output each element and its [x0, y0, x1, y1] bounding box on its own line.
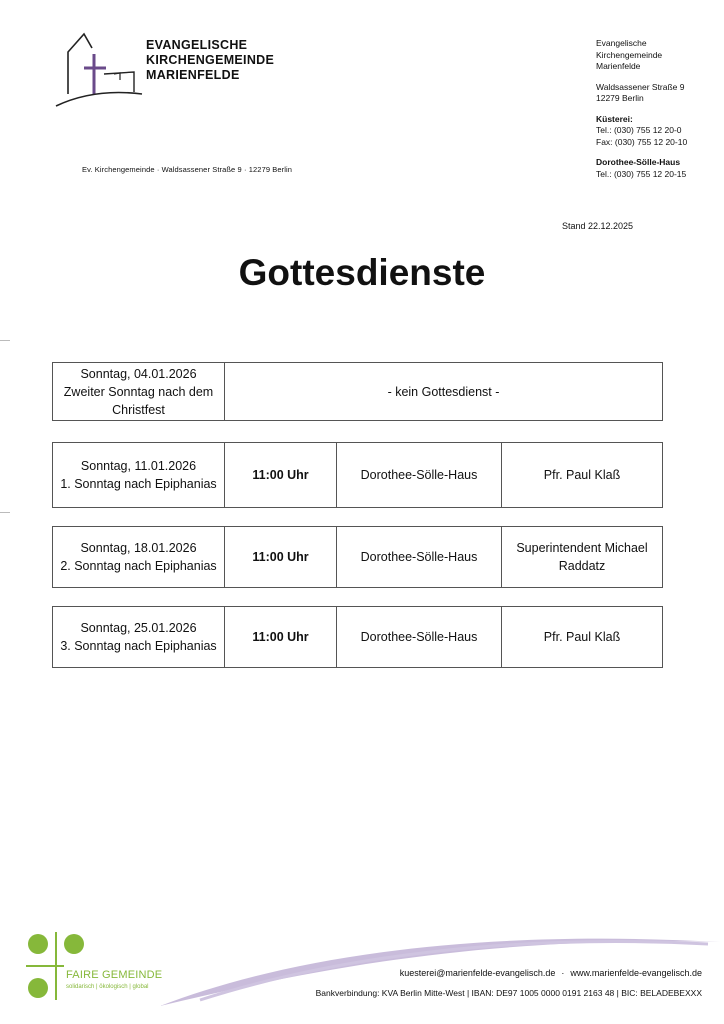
- fair-title: FAIRE GEMEINDE: [66, 969, 163, 981]
- fair-subtitle: solidarisch | ökologisch | global: [66, 984, 149, 990]
- org-name: [146, 38, 274, 83]
- page-title: Gottesdienste: [238, 252, 486, 293]
- service-date: Sonntag, 04.01.2026: [80, 366, 197, 381]
- service-time: 11:00 Uhr: [225, 607, 337, 667]
- contact-name: Marienfelde: [596, 61, 641, 71]
- fold-mark: [0, 512, 10, 513]
- service-occasion: 3. Sonntag nach Epiphanias: [60, 639, 217, 653]
- service-place: Dorothee-Sölle-Haus: [337, 443, 502, 507]
- footer-website[interactable]: www.marienfelde-evangelisch.de: [570, 968, 702, 978]
- contact-city: 12279 Berlin: [596, 93, 644, 103]
- faire-gemeinde-logo: [24, 930, 164, 1002]
- footer-bank: Bankverbindung: KVA Berlin Mitte-West | IBAN: DE97 1005 0000 0191 2163 48 | BIC: BELADEBEXXX: [315, 988, 702, 998]
- kuesterei-label: Küsterei:: [596, 113, 633, 124]
- service-preacher: Superintendent Michael Raddatz: [516, 541, 648, 573]
- dsh-label: Dorothee-Sölle-Haus: [596, 157, 681, 167]
- service-row: [52, 442, 663, 508]
- footer-contact-line: [400, 968, 702, 978]
- contact-block: [596, 38, 687, 180]
- footer-email[interactable]: kuesterei@marienfelde-evangelisch.de: [399, 968, 556, 978]
- contact-street: Waldsassener Straße 9: [596, 81, 685, 92]
- contact-name: Evangelische: [596, 38, 647, 48]
- service-date-cell: [53, 363, 225, 420]
- service-preacher: Pfr. Paul Klaß: [543, 630, 621, 644]
- service-date: Sonntag, 11.01.2026: [80, 459, 197, 473]
- service-date-cell: [53, 607, 225, 667]
- church-logo: [54, 30, 144, 110]
- service-note: - kein Gottesdienst -: [387, 384, 500, 399]
- service-date-cell: [53, 527, 225, 587]
- service-row: [52, 606, 663, 668]
- org-line: MARIENFELDE: [146, 68, 240, 82]
- org-line: EVANGELISCHE: [146, 38, 248, 52]
- service-date-cell: [53, 443, 225, 507]
- service-place: Dorothee-Sölle-Haus: [337, 527, 502, 587]
- stand-date: Stand 22.12.2025: [562, 221, 634, 231]
- dsh-tel: Tel.: (030) 755 12 20-15: [596, 168, 687, 179]
- service-preacher: Pfr. Paul Klaß: [543, 468, 621, 482]
- service-time: 11:00 Uhr: [225, 443, 337, 507]
- service-row: [52, 362, 663, 421]
- service-occasion: 2. Sonntag nach Epiphanias: [60, 559, 217, 573]
- kuesterei-tel: Tel.: (030) 755 12 20-0: [596, 125, 682, 135]
- service-occasion: 1. Sonntag nach Epiphanias: [60, 477, 217, 491]
- service-date: Sonntag, 18.01.2026: [80, 541, 197, 555]
- contact-name: Kirchengemeinde: [596, 49, 663, 60]
- service-time: 11:00 Uhr: [225, 527, 337, 587]
- footer-separator: ·: [561, 968, 565, 978]
- org-line: KIRCHENGEMEINDE: [146, 53, 275, 67]
- sender-line: Ev. Kirchengemeinde · Waldsassener Straße 9 · 12279 Berlin: [82, 165, 293, 174]
- service-place: Dorothee-Sölle-Haus: [337, 607, 502, 667]
- fold-mark: [0, 340, 10, 341]
- service-occasion: Zweiter Sonntag nach dem Christfest: [63, 384, 214, 417]
- kuesterei-fax: Fax: (030) 755 12 20-10: [596, 136, 688, 147]
- service-date: Sonntag, 25.01.2026: [80, 621, 197, 635]
- service-row: [52, 526, 663, 588]
